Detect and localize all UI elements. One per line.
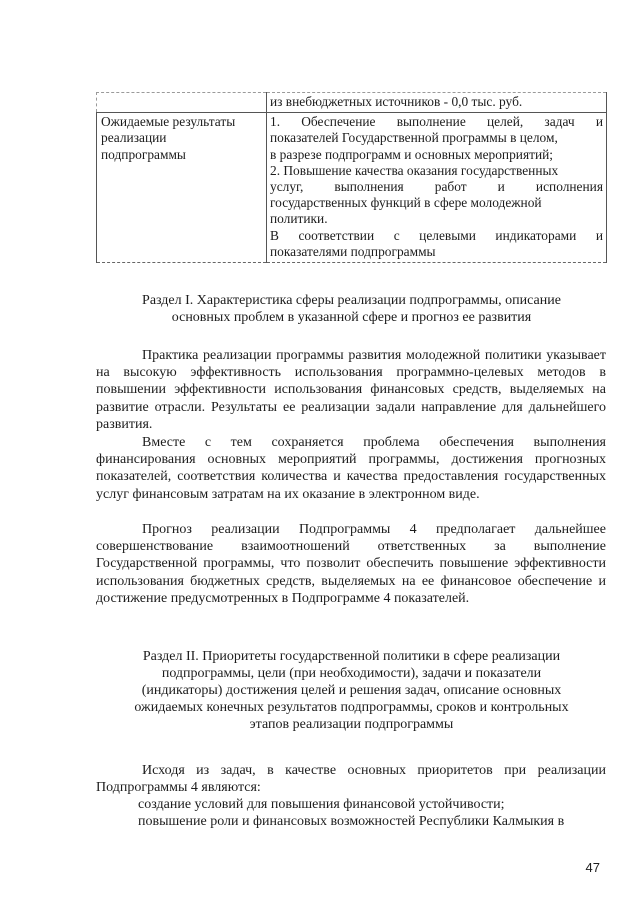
paragraph: Исходя из задач, в качестве основных приоритетов при реализации Подпрограммы 4 являются: (96, 763, 606, 796)
label-line: Ожидаемые результаты (101, 114, 236, 130)
heading-line: основных проблем в указанной сфере и прогноз ее развития (171, 310, 532, 325)
value-line: показателями подпрограммы (270, 243, 436, 259)
table-row (97, 113, 607, 263)
table-cell-value: из внебюджетных источников - 0,0 тыс. руб. (267, 93, 607, 113)
value-line: 2. Повышение качества оказания государственных (270, 162, 559, 178)
list-item: повышение роли и финансовых возможностей Республики Калмыкия в (138, 814, 565, 829)
heading-line: ожидаемых конечных результатов подпрограммы, сроков и контрольных (134, 700, 569, 715)
value-line: В соответствии с целевыми индикаторами и (270, 227, 603, 243)
heading-line: подпрограммы, цели (при необходимости), задачи и показатели (161, 666, 542, 681)
heading-line: (индикаторы) достижения целей и решения задач, описание основных (141, 683, 562, 698)
label-line: подпрограммы (101, 146, 186, 162)
section-2-heading (96, 648, 607, 733)
table-cell-value (267, 113, 607, 263)
section-1-heading (96, 292, 607, 326)
program-passport-table (96, 92, 607, 263)
value-line: государственных функций в сфере молодежной (270, 195, 542, 211)
list-item: создание условий для повышения финансовой устойчивости; (138, 797, 505, 812)
value-line: политики. (270, 211, 328, 227)
paragraph: Вместе с тем сохраняется проблема обеспечения выполнения финансирования основных мероприятий программы, достижения прогнозных показателей, соответствия количества и качества предоставления государственных услуг финансовым затратам на их оказание в электронном виде. (96, 435, 606, 502)
value-line: показателей Государственной программы в целом, (270, 130, 558, 146)
table-cell-label (97, 93, 267, 113)
value-line: услуг, выполнения работ и исполнения (270, 179, 603, 195)
heading-line: Раздел I. Характеристика сферы реализации подпрограммы, описание (142, 293, 561, 308)
heading-line: Раздел II. Приоритеты государственной политики в сфере реализации (142, 649, 561, 664)
label-line: реализации (101, 130, 167, 146)
heading-line: этапов реализации подпрограммы (249, 717, 454, 732)
value-line: в разрезе подпрограмм и основных мероприятий; (270, 146, 554, 162)
table-row (97, 93, 607, 113)
page-number: 47 (585, 860, 600, 875)
paragraph: Практика реализации программы развития молодежной политики указывает на высокую эффективность использования программно-целевых методов в повышении эффективности использования финансовых средств, выделяемых на развитие отрасли. Результаты ее реализации задали направление для дальнейшего развития. (96, 348, 606, 432)
paragraph: Прогноз реализации Подпрограммы 4 предполагает дальнейшее совершенствование взаимоотношений ответственных за выполнение Государственной программы, что позволит обеспечить повышение эффективности использования бюджетных средств, выделяемых на ее финансовое обеспечение и достижение предусмотренных в Подпрограмме 4 показателей. (96, 522, 606, 606)
value-line: 1. Обеспечение выполнение целей, задач и (270, 114, 603, 130)
table-cell-label (97, 113, 267, 263)
